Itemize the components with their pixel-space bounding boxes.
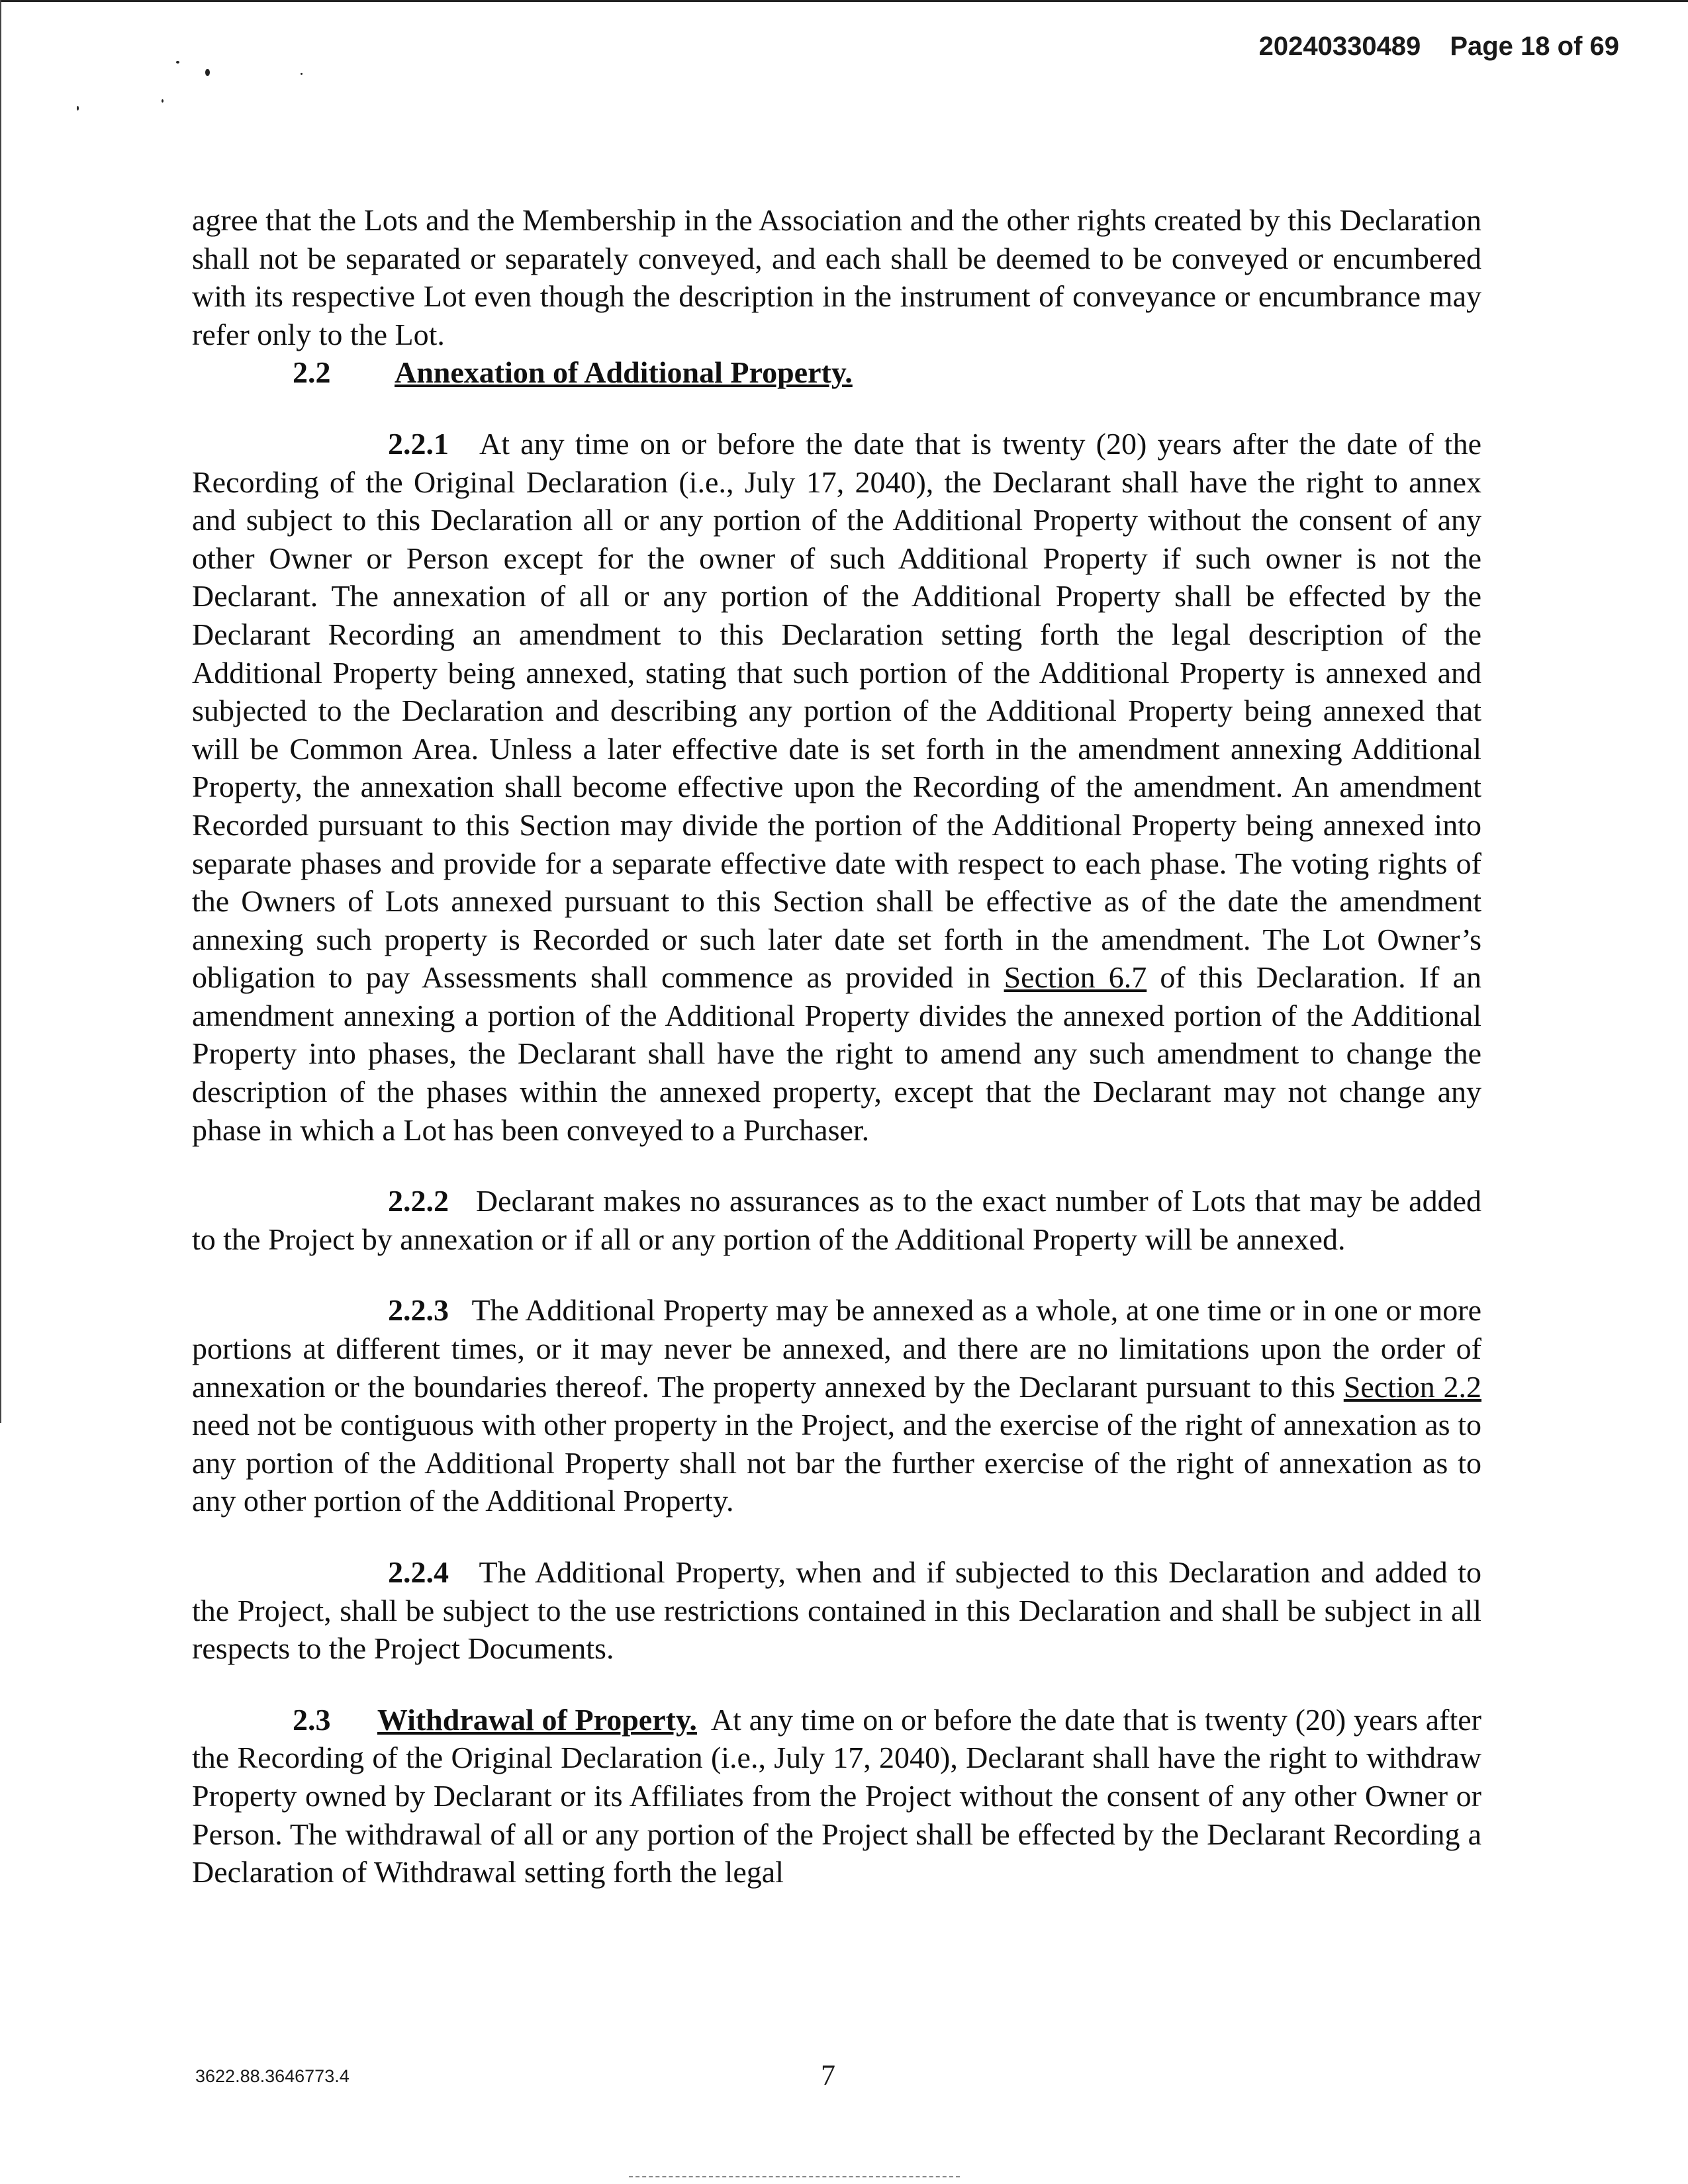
subsection-2-2-2 (192, 1182, 1481, 1258)
recording-number: 20240330489 (1258, 32, 1421, 61)
left-scan-edge (0, 0, 1, 1423)
subsection-number: 2.2.3 (388, 1293, 449, 1328)
section-reference-link[interactable]: Section 6.7 (1004, 960, 1147, 995)
page-of-total: Page 18 of 69 (1450, 32, 1619, 61)
subsection-number: 2.2.4 (388, 1555, 449, 1589)
subsection-text: Declarant makes no assurances as to the exact number of Lots that may be added to the Project by annexation or if all or any portion of the Additional Property will be annexed. (192, 1184, 1482, 1256)
scan-speck (301, 73, 303, 75)
section-2-2-heading (192, 353, 1481, 392)
document-body (192, 201, 1481, 1891)
footer-document-id: 3622.88.3646773.4 (195, 2066, 350, 2086)
subsection-2-2-4 (192, 1553, 1481, 1668)
intro-paragraph: agree that the Lots and the Membership in the Association and the other rights created by this Declaration shall not be separated or separately conveyed, and each shall be deemed to be conveyed or encumbered with its respective Lot even though the description in the instrument of conveyance or encumbrance may refer only to the Lot. (192, 203, 1481, 351)
subsection-number: 2.2.2 (388, 1184, 449, 1218)
scan-speck (162, 99, 164, 103)
footer-page-number: 7 (821, 2059, 835, 2091)
top-scan-edge (0, 0, 1688, 2)
scan-speck (205, 69, 210, 76)
section-reference-link[interactable]: Section 2.2 (1343, 1369, 1481, 1404)
section-number: 2.2 (293, 355, 331, 390)
section-title: Withdrawal of Property. (377, 1702, 697, 1737)
recording-header (1259, 32, 1619, 62)
section-number: 2.3 (293, 1702, 331, 1737)
scan-speck (77, 106, 79, 111)
subsection-text: At any time on or before the date that is twenty (20) years after the date of the Recording of the Original Declaration (i.e., July 17, 2040), the Declarant shall have the right to annex and subject to this Declaration all or any portion of the Additional Property without the consent of any other Owner or Person except for the owner of such Additional Property if such owner is not the Declarant. The annexation of all or any portion of the Additional Property shall be effected by the Declarant Recording an amendment to this Declaration setting forth the legal description of the Additional Property being annexed, stating that such portion of the Additional Property is annexed and subjected to the Declaration and describing any portion of the Additional Property being annexed that will be Common Area. Unless a later effective date is set forth in the amendment annexing Additional Property, the annexation shall become effective upon the Recording of the amendment. An amendment Recorded pursuant to this Section may divide the portion of the Additional Property being annexed into separate phases and provide for a separate effective date with respect to each phase. The voting rights of the Owners of Lots annexed pursuant to this Section shall be effective as of the date the amendment annexing such property is Recorded or such later date set forth in the amendment. The Lot Owner’s obligation to pay Assessments shall commence as provided in (192, 426, 1481, 995)
section-title: Annexation of Additional Property. (395, 355, 853, 390)
subsection-text: The Additional Property, when and if subjected to this Declaration and added to the Project, shall be subject to the use restrictions contained in this Declaration and shall be subject in all respects to the Project Documents. (192, 1555, 1481, 1666)
subsection-number: 2.2.1 (388, 426, 449, 461)
subsection-text: need not be contiguous with other property in the Project, and the exercise of the right of annexation as to any portion of the Additional Property shall not bar the further exercise of the right of annexation as to any other portion of the Additional Property. (192, 1408, 1481, 1518)
section-2-3 (192, 1701, 1481, 1891)
subsection-text: of this Declaration. If an amendment annexing a portion of the Additional Property divides the annexed portion of the Additional Property into phases, the Declarant shall have the right to amend any such amendment to change the description of the phases within the annexed property, except that the Declarant may not change any phase in which a Lot has been conveyed to a Purchaser. (192, 960, 1481, 1147)
bottom-scan-edge (629, 2176, 960, 2179)
scan-speck (176, 61, 179, 64)
section-text: At any time on or before the date that is twenty (20) years after the Recording of the Original Declaration (i.e., July 17, 2040), Declarant shall have the right to withdraw Property owned by Declarant or its Affiliates from the Project without the consent of any other Owner or Person. The withdrawal of all or any portion of the Project shall be effected by the Declarant Recording a Declaration of Withdrawal setting forth the legal (192, 1702, 1481, 1889)
subsection-2-2-3 (192, 1291, 1481, 1520)
subsection-text: The Additional Property may be annexed as a whole, at one time or in one or more portions at different times, or it may never be annexed, and there are no limitations upon the order of annexation or the boundaries thereof. The property annexed by the Declarant pursuant to this (192, 1293, 1481, 1404)
subsection-2-2-1 (192, 425, 1481, 1149)
